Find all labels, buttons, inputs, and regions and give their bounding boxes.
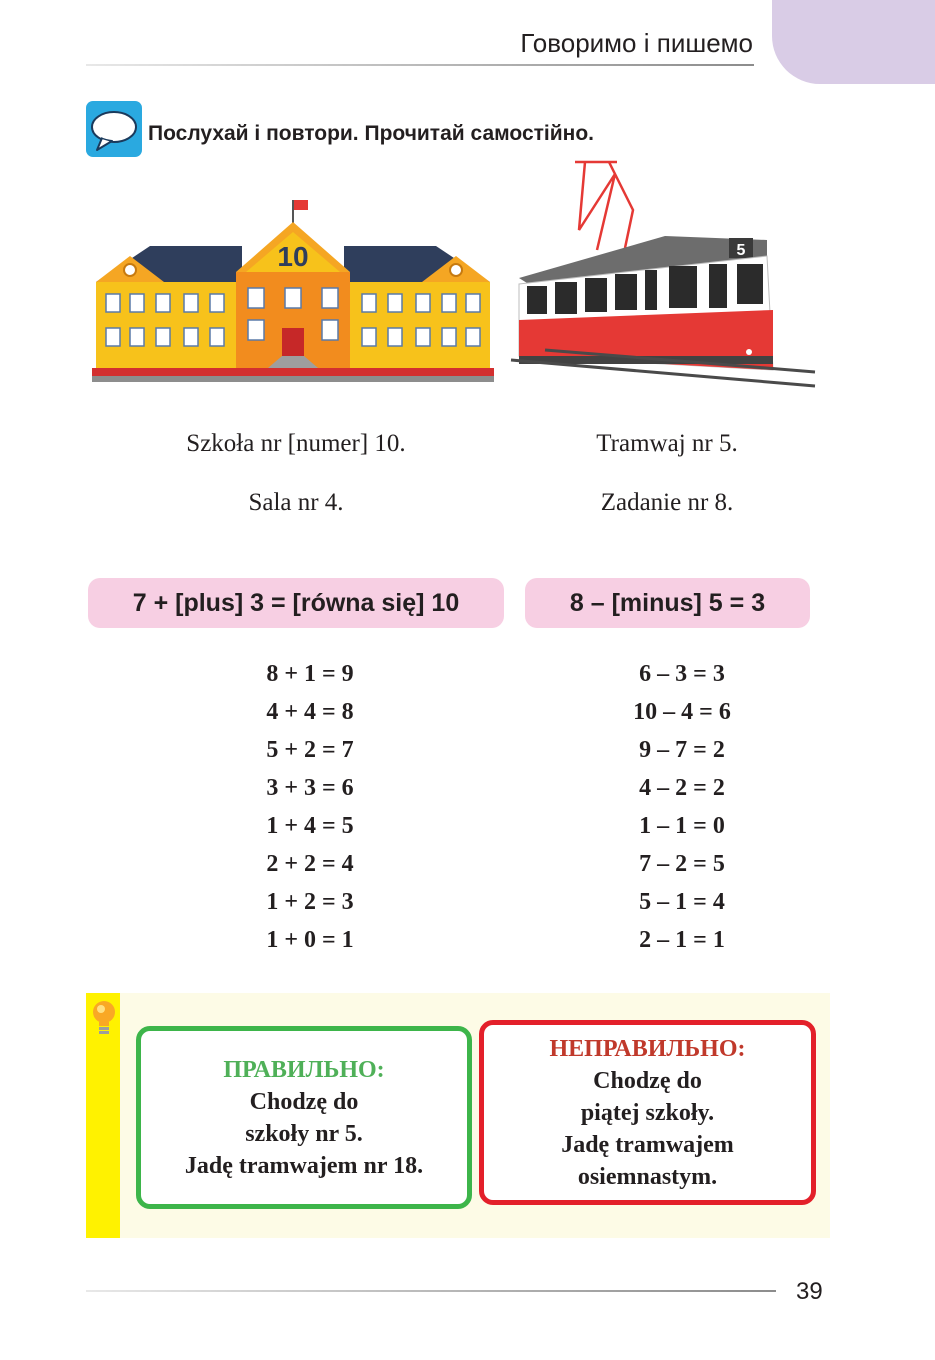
addition-equation: 3 + 3 = 6: [266, 775, 354, 801]
incorrect-usage-box: [479, 1020, 816, 1205]
correct-example-line: Chodzę do: [249, 1088, 359, 1115]
caption-school-number: Szkoła nr [numer] 10.: [186, 430, 406, 457]
incorrect-example-line: Chodzę do: [593, 1067, 702, 1094]
correct-example-line: szkoły nr 5.: [245, 1120, 363, 1147]
tram-illustration: [505, 160, 820, 400]
caption-room-number: Sala nr 4.: [248, 489, 344, 516]
page-corner-tab: [772, 0, 935, 84]
subtraction-equation: 4 – 2 = 2: [639, 775, 725, 801]
page-number: 39: [796, 1278, 823, 1305]
subtraction-equation: 2 – 1 = 1: [639, 927, 725, 953]
addition-equation: 2 + 2 = 4: [266, 851, 354, 877]
grammar-note-panel: [86, 993, 830, 1238]
correct-heading: ПРАВИЛЬНО:: [223, 1056, 385, 1083]
footer-divider: [86, 1290, 776, 1292]
subtraction-equation: 7 – 2 = 5: [639, 851, 725, 877]
header-divider: [86, 64, 754, 66]
lightbulb-icon: [89, 998, 119, 1038]
tram-number-label: 5: [736, 242, 746, 259]
addition-equation: 1 + 2 = 3: [266, 889, 354, 915]
subtraction-equation: 5 – 1 = 4: [639, 889, 725, 915]
school-illustration: [92, 196, 494, 382]
subtraction-equation: 9 – 7 = 2: [639, 737, 725, 763]
addition-equation: 8 + 1 = 9: [266, 661, 354, 687]
addition-list: [210, 656, 410, 960]
incorrect-example-line: Jadę tramwajem: [561, 1131, 734, 1158]
subtraction-list: [582, 656, 782, 960]
addition-equation: 1 + 4 = 5: [266, 813, 354, 839]
speech-bubble-icon: [86, 101, 142, 157]
correct-usage-box: [136, 1026, 472, 1209]
addition-equation: 1 + 0 = 1: [266, 927, 354, 953]
page-header-title: Говоримо і пишемо: [520, 28, 753, 58]
addition-equation: 4 + 4 = 8: [266, 699, 354, 725]
incorrect-heading: НЕПРАВИЛЬНО:: [549, 1035, 746, 1062]
incorrect-example-line: piątej szkoły.: [580, 1099, 715, 1126]
addition-equation: 5 + 2 = 7: [266, 737, 354, 763]
subtraction-equation: 1 – 1 = 0: [639, 813, 725, 839]
correct-example-line: Jadę tramwajem nr 18.: [184, 1152, 424, 1179]
subtraction-equation: 10 – 4 = 6: [633, 699, 731, 725]
subtraction-equation: 6 – 3 = 3: [639, 661, 725, 687]
addition-example-banner: 7 + [plus] 3 = [równa się] 10: [88, 578, 504, 628]
school-number-label: 10: [277, 241, 309, 272]
incorrect-example-line: osiemnastym.: [577, 1163, 718, 1190]
subtraction-example-banner: 8 – [minus] 5 = 3: [525, 578, 810, 628]
caption-task-number: Zadanie nr 8.: [600, 489, 734, 516]
instruction-text: Послухай і повтори. Прочитай самостійно.: [148, 122, 594, 145]
caption-tram-number: Tramwaj nr 5.: [596, 430, 738, 457]
